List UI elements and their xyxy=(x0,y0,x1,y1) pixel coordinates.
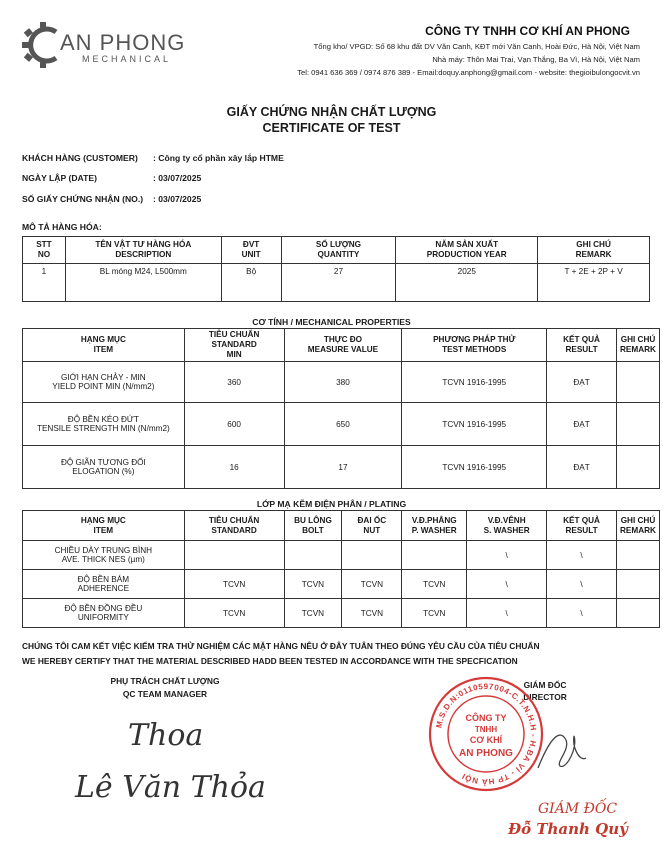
goods-cell: BL móng M24, L500mm xyxy=(65,264,221,302)
goods-header-cell: NĂM SẢN XUẤT PRODUCTION YEAR xyxy=(396,237,538,264)
remark-cell xyxy=(616,446,659,489)
table-row xyxy=(23,541,660,570)
goods-header-cell: SỐ LƯỢNG QUANTITY xyxy=(281,237,396,264)
plating-cell: \ xyxy=(547,599,617,628)
item-cell: GIỚI HẠN CHẢY - MIN YIELD POINT MIN (N/mm2) xyxy=(23,362,185,403)
table-row xyxy=(23,264,650,302)
plating-cell xyxy=(184,541,284,570)
method-cell: TCVN 1916-1995 xyxy=(402,403,547,446)
plating-header-cell: GHI CHÚ REMARK xyxy=(616,511,659,541)
table-row xyxy=(23,599,660,628)
cert-no-value: : 03/07/2025 xyxy=(153,194,202,204)
director-role-en: DIRECTOR xyxy=(523,692,567,702)
company-seal xyxy=(428,676,544,792)
plating-cell: TCVN xyxy=(184,570,284,599)
plating-cell xyxy=(402,541,467,570)
result-cell: ĐẠT xyxy=(547,446,617,489)
item-cell: ĐỘ BỀN KÉO ĐỨT TENSILE STRENGTH MIN (N/mm2) xyxy=(23,403,185,446)
plating-cell xyxy=(616,570,659,599)
qc-role-vi: PHỤ TRÁCH CHẤT LƯỢNG xyxy=(110,676,220,686)
goods-section-label: MÔ TẢ HÀNG HÓA: xyxy=(22,222,102,232)
remark-cell xyxy=(616,403,659,446)
method-cell: TCVN 1916-1995 xyxy=(402,362,547,403)
certify-statement-vi: CHÚNG TÔI CAM KẾT VIỆC KIỂM TRA THỬ NGHIỆM CÁC MẶT HÀNG NÊU Ở ĐÂY TUÂN THEO ĐÚNG YÊU CẦU CỦA TIÊU CHUẨN xyxy=(22,641,540,651)
remark-cell xyxy=(616,362,659,403)
plating-header-cell: TIÊU CHUẨN STANDARD xyxy=(184,511,284,541)
company-name: CÔNG TY TNHH CƠ KHÍ AN PHONG xyxy=(425,24,630,38)
mechanical-header-cell: TIÊU CHUẨN STANDARD MIN xyxy=(184,329,284,362)
qc-signature: Thoa xyxy=(128,718,204,753)
goods-header-cell: STT NO xyxy=(23,237,66,264)
date-value: : 03/07/2025 xyxy=(153,173,202,183)
item-cell: ĐỘ BỀN BÁM ADHERENCE xyxy=(23,570,185,599)
customer-value: : Công ty cổ phần xây lắp HTME xyxy=(153,153,284,163)
table-row xyxy=(23,570,660,599)
goods-header-cell: ĐVT UNIT xyxy=(221,237,281,264)
director-handwritten-title: GIÁM ĐỐC xyxy=(538,801,618,817)
plating-cell xyxy=(616,541,659,570)
plating-header-cell: HẠNG MỤC ITEM xyxy=(23,511,185,541)
plating-cell: \ xyxy=(467,541,547,570)
standard-cell: 600 xyxy=(184,403,284,446)
seal-line: CÔNG TY xyxy=(465,713,507,723)
director-signature-mark xyxy=(530,718,590,778)
seal-line: CƠ KHÍ xyxy=(469,735,503,745)
plating-cell xyxy=(616,599,659,628)
certify-statement-en: WE HEREBY CERTIFY THAT THE MATERIAL DESCRIBED HADD BEEN TESTED IN ACCORDANCE WITH THE SPECFICATION xyxy=(22,656,518,666)
plating-header-row xyxy=(23,511,660,541)
plating-cell: TCVN xyxy=(402,599,467,628)
item-cell: ĐỘ BỀN ĐỒNG ĐỀU UNIFORMITY xyxy=(23,599,185,628)
mechanical-section-title: CƠ TÍNH / MECHANICAL PROPERTIES xyxy=(252,317,411,327)
company-logo xyxy=(22,20,197,70)
director-role-vi: GIÁM ĐỐC xyxy=(523,680,567,690)
goods-cell: 27 xyxy=(281,264,396,302)
plating-cell xyxy=(284,541,342,570)
address-line: Tổng kho/ VPGD: Số 68 khu đất DV Văn Canh, KĐT mới Văn Canh, Hoài Đức, Hà Nội, Việt Nam xyxy=(313,42,640,51)
contact-line: Tel: 0941 636 369 / 0974 876 389 - Email:doquy.anphong@gmail.com - website: thegioibulongocvit.vn xyxy=(297,68,640,77)
address-line: Nhà máy: Thôn Mai Trai, Vạn Thắng, Ba Vì, Hà Nội, Việt Nam xyxy=(432,55,640,64)
seal-line: TNHH xyxy=(474,725,498,734)
result-cell: ĐẠT xyxy=(547,403,617,446)
plating-cell xyxy=(342,541,402,570)
mechanical-header-row xyxy=(23,329,660,362)
mechanical-header-cell: GHI CHÚ REMARK xyxy=(616,329,659,362)
plating-cell: \ xyxy=(547,541,617,570)
qc-handwritten-name: Lê Văn Thỏa xyxy=(75,770,266,805)
mechanical-header-cell: PHƯƠNG PHÁP THỬ TEST METHODS xyxy=(402,329,547,362)
goods-cell: Bộ xyxy=(221,264,281,302)
result-cell: ĐẠT xyxy=(547,362,617,403)
plating-header-cell: BU LÔNG BOLT xyxy=(284,511,342,541)
logo-name: AN PHONG xyxy=(60,30,186,55)
seal-line: AN PHONG xyxy=(459,748,513,759)
plating-cell: \ xyxy=(467,599,547,628)
plating-cell: TCVN xyxy=(284,570,342,599)
table-row xyxy=(23,446,660,489)
document-title-en: CERTIFICATE OF TEST xyxy=(262,121,401,135)
logo-subtitle: MECHANICAL xyxy=(82,54,172,64)
plating-cell: TCVN xyxy=(402,570,467,599)
mechanical-header-cell: KẾT QUẢ RESULT xyxy=(547,329,617,362)
document-title-vi: GIẤY CHỨNG NHẬN CHẤT LƯỢNG xyxy=(226,105,437,119)
plating-cell: \ xyxy=(467,570,547,599)
plating-header-cell: V.Đ.PHẲNG P. WASHER xyxy=(402,511,467,541)
table-row xyxy=(23,403,660,446)
plating-cell: TCVN xyxy=(284,599,342,628)
goods-cell: T + 2E + 2P + V xyxy=(538,264,650,302)
mechanical-table xyxy=(22,328,660,489)
measure-cell: 650 xyxy=(284,403,402,446)
plating-cell: \ xyxy=(547,570,617,599)
cert-no-label: SỐ GIẤY CHỨNG NHẬN (NO.) xyxy=(22,194,144,204)
standard-cell: 360 xyxy=(184,362,284,403)
plating-cell: TCVN xyxy=(184,599,284,628)
mechanical-header-cell: HẠNG MỤC ITEM xyxy=(23,329,185,362)
measure-cell: 17 xyxy=(284,446,402,489)
goods-header-cell: TÊN VẬT TƯ HÀNG HÓA DESCRIPTION xyxy=(65,237,221,264)
plating-section-title: LỚP MẠ KẼM ĐIỆN PHÂN / PLATING xyxy=(256,499,407,509)
qc-role-en: QC TEAM MANAGER xyxy=(122,689,208,699)
goods-cell: 1 xyxy=(23,264,66,302)
qc-manager-block xyxy=(90,676,240,699)
measure-cell: 380 xyxy=(284,362,402,403)
company-address xyxy=(297,40,640,79)
table-row xyxy=(23,362,660,403)
goods-cell: 2025 xyxy=(396,264,538,302)
plating-cell: TCVN xyxy=(342,599,402,628)
date-label: NGÀY LẬP (DATE) xyxy=(22,173,97,183)
goods-table xyxy=(22,236,650,302)
item-cell: CHIỀU DÀY TRUNG BÌNH AVE. THICK NES (µm) xyxy=(23,541,185,570)
item-cell: ĐỘ GIÃN TƯƠNG ĐỐI ELOGATION (%) xyxy=(23,446,185,489)
plating-header-cell: KẾT QUẢ RESULT xyxy=(547,511,617,541)
plating-table xyxy=(22,510,660,628)
goods-header-cell: GHI CHÚ REMARK xyxy=(538,237,650,264)
standard-cell: 16 xyxy=(184,446,284,489)
seal-ring-text: M.S.D.N:0110597004-C.T.N.H.H - H.BA VÌ - TP HÀ NỘI xyxy=(434,681,539,787)
method-cell: TCVN 1916-1995 xyxy=(402,446,547,489)
director-handwritten-name: Đỗ Thanh Quý xyxy=(508,820,628,838)
mechanical-header-cell: THỰC ĐO MEASURE VALUE xyxy=(284,329,402,362)
plating-header-cell: ĐAI ỐC NUT xyxy=(342,511,402,541)
plating-cell: TCVN xyxy=(342,570,402,599)
customer-label: KHÁCH HÀNG (CUSTOMER) xyxy=(22,153,138,163)
plating-header-cell: V.Đ.VÊNH S. WASHER xyxy=(467,511,547,541)
goods-header-row xyxy=(23,237,650,264)
